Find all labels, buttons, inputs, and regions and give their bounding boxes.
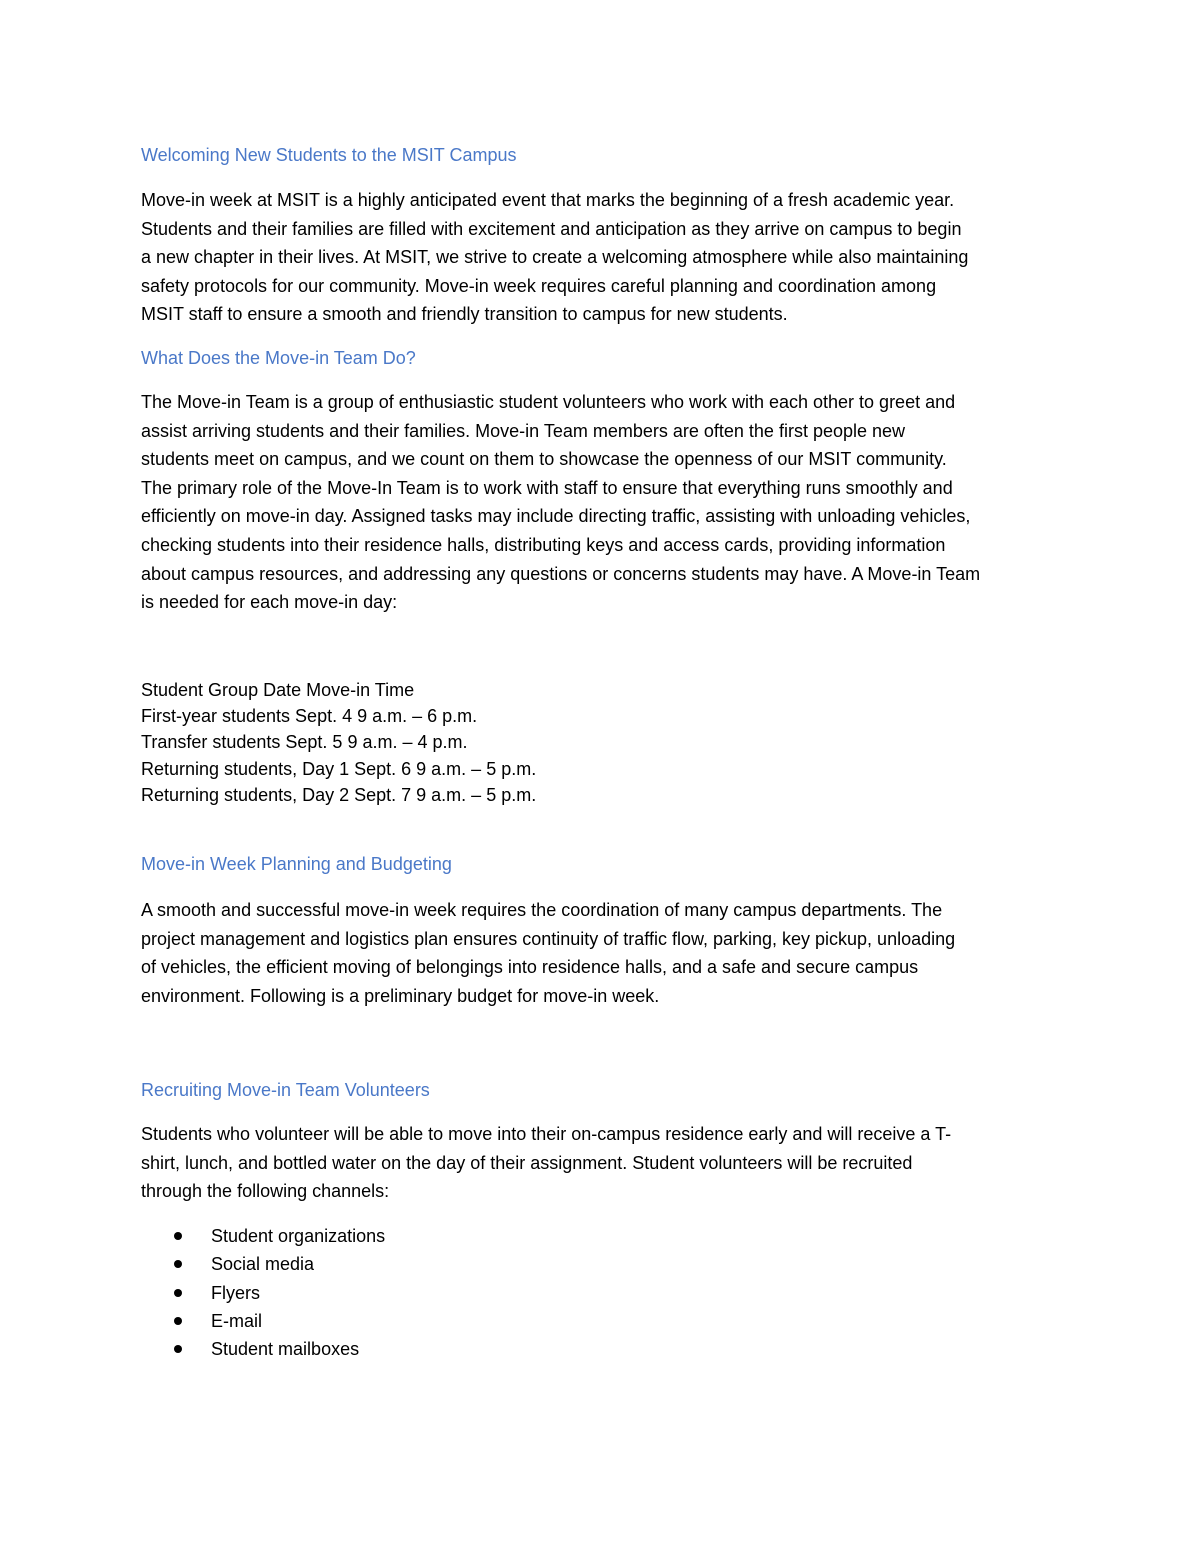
recruiting-channels-list [141,1222,385,1363]
list-item-label: Flyers [211,1282,260,1303]
paragraph-planning [141,896,1061,1010]
paragraph-line: through the following channels: [141,1181,390,1202]
paragraph-line: shirt, lunch, and bottled water on the day of their assignment. Student volunteers will be recruited [141,1152,913,1173]
list-item-label: Student organizations [211,1226,386,1246]
paragraph-line: efficiently on move-in day. Assigned tasks may include directing traffic, assisting with unloading vehicles, [141,506,971,527]
paragraph-team [141,388,1061,617]
paragraph-line: of vehicles, the efficient moving of belongings into residence halls, and a safe and secure campus [141,957,919,978]
bullet-icon [174,1345,182,1353]
paragraph-recruiting [141,1120,1061,1206]
paragraph-line: about campus resources, and addressing any questions or concerns students may have. A Move-in Team [141,563,981,584]
paragraph-line: MSIT staff to ensure a smooth and friendly transition to campus for new students. [141,304,788,325]
schedule-header-row: Student Group Date Move-in Time [141,680,415,700]
bullet-icon [174,1289,182,1297]
list-item-label: Student mailboxes [211,1339,360,1360]
paragraph-line: is needed for each move-in day: [141,592,398,613]
schedule-row: Returning students, Day 1 Sept. 6 9 a.m. – 5 p.m. [141,758,537,779]
paragraph-line: a new chapter in their lives. At MSIT, we strive to create a welcoming atmosphere while also maintaining [141,247,969,268]
paragraph-line: Students and their families are filled with excitement and anticipation as they arrive on campus to begin [141,218,962,239]
paragraph-line: A smooth and successful move-in week requires the coordination of many campus departments. The [141,900,943,920]
schedule-row: First-year students Sept. 4 9 a.m. – 6 p.m. [141,706,478,727]
paragraph-welcome [141,186,1061,329]
paragraph-line: safety protocols for our community. Move-in week requires careful planning and coordination among [141,275,937,296]
schedule-row: Transfer students Sept. 5 9 a.m. – 4 p.m. [141,732,468,753]
bullet-icon [174,1232,182,1240]
paragraph-line: assist arriving students and their families. Move-in Team members are often the first people new [141,420,906,441]
paragraph-line: The primary role of the Move-In Team is to work with staff to ensure that everything runs smoothly and [141,477,953,498]
paragraph-line: project management and logistics plan ensures continuity of traffic flow, parking, key pickup, unloading [141,928,956,949]
heading-planning: Move-in Week Planning and Budgeting [141,854,452,874]
paragraph-line: students meet on campus, and we count on them to showcase the openness of our MSIT community. [141,449,947,470]
paragraph-line: checking students into their residence halls, distributing keys and access cards, providing information [141,534,946,555]
list-item [141,1250,385,1278]
bullet-icon [174,1317,182,1325]
list-item [141,1279,385,1307]
paragraph-line: Students who volunteer will be able to move into their on-campus residence early and will receive a T- [141,1124,952,1144]
bullet-icon [174,1260,182,1268]
heading-recruiting: Recruiting Move-in Team Volunteers [141,1080,430,1100]
heading-team: What Does the Move-in Team Do? [141,348,416,368]
schedule-row: Returning students, Day 2 Sept. 7 9 a.m. – 5 p.m. [141,784,537,805]
heading-welcome: Welcoming New Students to the MSIT Campus [141,145,517,165]
list-item [141,1335,385,1363]
list-item-label: Social media [211,1254,315,1275]
move-in-schedule [141,677,536,808]
list-item [141,1222,385,1250]
paragraph-line: Move-in week at MSIT is a highly anticipated event that marks the beginning of a fresh academic year. [141,190,955,210]
paragraph-line: environment. Following is a preliminary budget for move-in week. [141,985,660,1006]
list-item-label: E-mail [211,1310,263,1331]
paragraph-line: The Move-in Team is a group of enthusiastic student volunteers who work with each other to greet and [141,392,956,412]
list-item [141,1307,385,1335]
